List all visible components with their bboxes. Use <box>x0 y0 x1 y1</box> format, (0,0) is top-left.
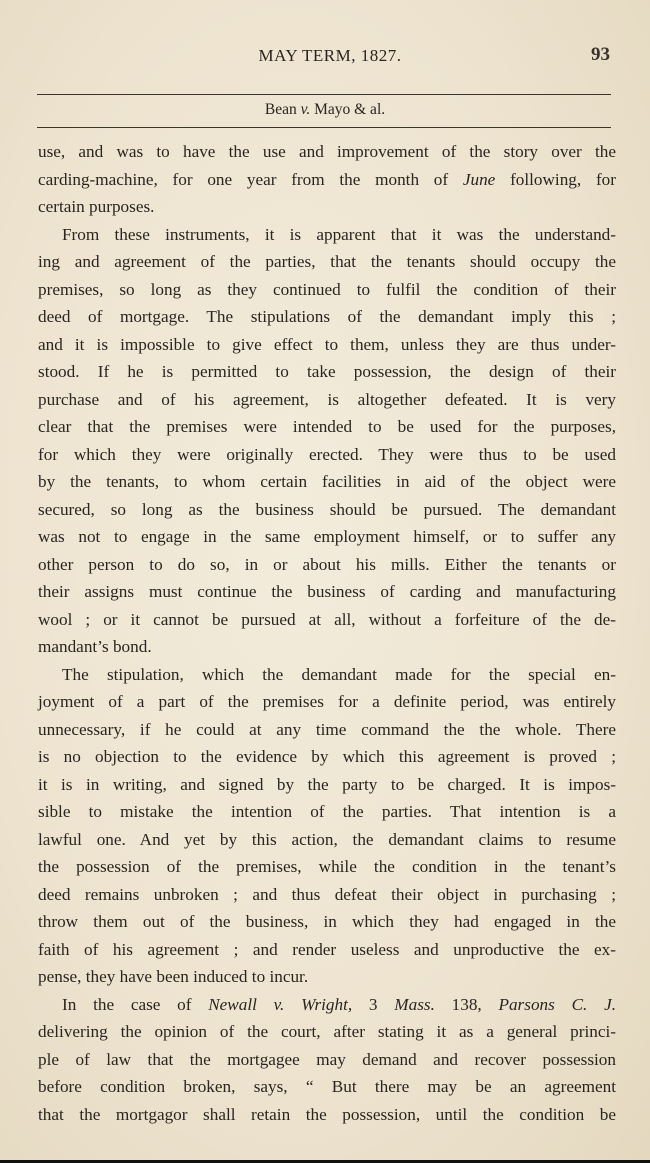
text-segment: In the case of <box>62 994 209 1014</box>
text-segment: 138, <box>434 994 499 1014</box>
text-segment: secured, so long as the business should be pursued. The demandant <box>38 499 616 519</box>
text-segment: is no objection to the evidence by which this agreement is proved ; <box>38 747 616 766</box>
text-segment: ing and agreement of the parties, that the tenants should occupy the <box>38 252 616 271</box>
text-line <box>38 468 616 496</box>
text-line <box>38 578 616 606</box>
text-segment: other person to do so, in or about his mills. Either the tenants or <box>38 554 616 574</box>
running-title: MAY TERM, 1827. <box>258 46 402 65</box>
text-segment: delivering the opinion of the court, after stating it as a general princi- <box>38 1022 616 1041</box>
case-title-plaintiff: Bean <box>264 101 301 118</box>
text-segment: pense, they have been induced to incur. <box>38 967 309 986</box>
text-line <box>38 826 616 854</box>
text-line <box>38 166 616 194</box>
text-line <box>38 1073 616 1101</box>
text-segment: it is in writing, and signed by the party to be charged. It is impos- <box>38 774 616 794</box>
text-line <box>38 331 616 359</box>
text-segment: faith of his agreement ; and render useless and unproductive the ex- <box>38 939 616 959</box>
text-segment: use, and was to have the use and improvement of the story over the <box>38 142 616 161</box>
text-line <box>38 963 616 991</box>
text-segment: The stipulation, which the demandant made for the special en- <box>62 664 616 684</box>
text-line <box>38 661 616 689</box>
text-line <box>38 496 616 524</box>
text-segment: From these instruments, it is apparent that it was the understand- <box>62 224 616 244</box>
text-segment: premises, so long as they continued to fulfil the condition of their <box>38 279 616 299</box>
text-segment: their assigns must continue the business of carding and manufacturing <box>38 582 616 601</box>
text-segment: joyment of a part of the premises for a definite period, was entirely <box>38 692 616 711</box>
text-line <box>38 523 616 551</box>
page-number: 93 <box>591 44 610 65</box>
text-line <box>38 1018 616 1046</box>
italic-citation: Parsons C. J. <box>498 994 617 1014</box>
text-segment: and it is impossible to give effect to them, unless they are thus under- <box>38 334 616 354</box>
text-segment: stood. If he is permitted to take possession, the design of their <box>38 362 616 381</box>
header-rule-top <box>37 94 611 95</box>
text-segment: certain purposes. <box>38 197 155 216</box>
text-line <box>38 551 616 579</box>
text-line <box>38 193 616 221</box>
text-line <box>38 303 616 331</box>
text-segment: following, for <box>495 169 616 189</box>
text-line <box>38 276 616 304</box>
text-segment: that the mortgagor shall retain the possession, until the condition be <box>38 1104 616 1124</box>
text-line <box>38 688 616 716</box>
text-segment: mandant’s bond. <box>38 637 152 656</box>
italic-citation: Newall v. Wright, <box>208 994 353 1014</box>
text-segment: before condition broken, says, “ But there may be an agreement <box>38 1077 616 1096</box>
text-line <box>38 248 616 276</box>
text-segment: was not to engage in the same employment himself, or to suffer any <box>38 527 616 546</box>
text-line <box>38 633 616 661</box>
text-line <box>38 881 616 909</box>
text-line <box>38 413 616 441</box>
text-line <box>38 771 616 799</box>
text-segment: the possession of the premises, while the condition in the tenant’s <box>38 857 616 876</box>
text-segment: purchase and of his agreement, is altogether defeated. It is very <box>38 389 616 409</box>
text-line <box>38 441 616 469</box>
text-segment: clear that the premises were intended to be used for the purposes, <box>38 417 616 436</box>
text-line <box>38 853 616 881</box>
text-segment: for which they were originally erected. They were thus to be used <box>38 444 616 464</box>
text-segment: wool ; or it cannot be pursued at all, without a forfeiture of the de- <box>38 609 616 629</box>
text-segment: deed of mortgage. The stipulations of the demandant imply this ; <box>38 307 616 326</box>
text-line <box>38 1046 616 1074</box>
text-segment: sible to mistake the intention of the parties. That intention is a <box>38 802 616 821</box>
italic-citation: Mass. <box>394 994 435 1014</box>
text-line <box>38 606 616 634</box>
header-rule-bottom <box>37 127 611 128</box>
case-title <box>0 101 650 119</box>
text-line <box>38 798 616 826</box>
text-line <box>38 221 616 249</box>
text-segment: ple of law that the mortgagee may demand and recover possession <box>38 1049 616 1069</box>
text-line <box>38 138 616 166</box>
text-segment: 3 <box>352 994 395 1014</box>
case-title-versus: v. <box>300 101 311 118</box>
text-segment: unnecessary, if he could at any time command the the whole. There <box>38 719 616 739</box>
running-head <box>0 44 650 74</box>
text-segment: deed remains unbroken ; and thus defeat their object in purchasing ; <box>38 884 616 904</box>
text-line <box>38 936 616 964</box>
case-title-defendant: Mayo & al. <box>310 101 386 118</box>
text-segment: lawful one. And yet by this action, the demandant claims to resume <box>38 829 616 849</box>
text-line <box>38 386 616 414</box>
text-line <box>38 358 616 386</box>
text-line <box>38 743 616 771</box>
text-segment: throw them out of the business, in which they had engaged in the <box>38 912 616 931</box>
text-segment: by the tenants, to whom certain facilities in aid of the object were <box>38 472 616 491</box>
text-line <box>38 716 616 744</box>
text-segment: carding-machine, for one year from the month of <box>38 169 463 189</box>
italic-citation: June <box>462 169 496 189</box>
text-line <box>38 1101 616 1129</box>
text-line <box>38 908 616 936</box>
text-line <box>38 991 616 1019</box>
body-text <box>38 138 616 1128</box>
